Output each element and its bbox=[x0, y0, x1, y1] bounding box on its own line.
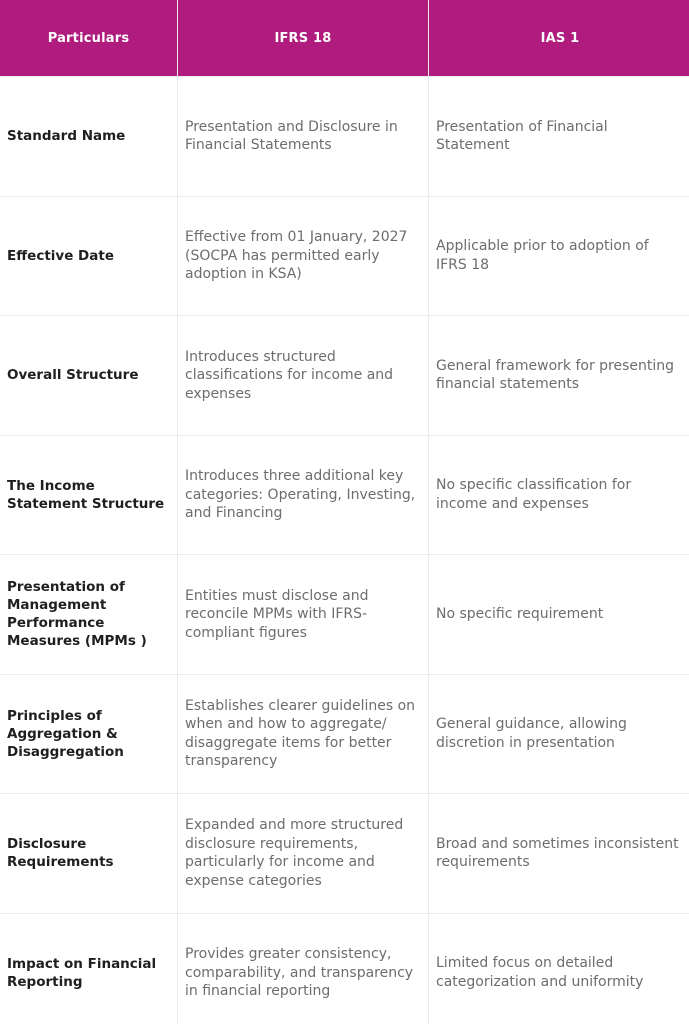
row-mpms-ias1 bbox=[429, 555, 689, 674]
row-overall-structure-label bbox=[0, 316, 177, 435]
particular-label: Impact on Financial Reporting bbox=[7, 955, 171, 991]
particular-label: Disclosure Requirements bbox=[7, 835, 171, 871]
ifrs18-value: Effective from 01 January, 2027 (SOCPA has permitted early adoption in KSA) bbox=[185, 228, 420, 284]
header-particulars: Particulars bbox=[0, 0, 177, 76]
header-ifrs18: IFRS 18 bbox=[178, 0, 428, 76]
ifrs18-value: Establishes clearer guidelines on when and how to aggregate/ disaggregate items for better transparency bbox=[185, 697, 420, 771]
ias1-value: Limited focus on detailed categorization and uniformity bbox=[436, 954, 681, 991]
particular-label: Principles of Aggregation & Disaggregation bbox=[7, 707, 171, 761]
ias1-value: Presentation of Financial Statement bbox=[436, 118, 681, 155]
row-disclosure-ifrs18 bbox=[178, 794, 428, 913]
ifrs18-value: Entities must disclose and reconcile MPMs with IFRS-compliant figures bbox=[185, 587, 420, 643]
row-impact-ias1 bbox=[429, 914, 689, 1032]
row-overall-structure-ias1 bbox=[429, 316, 689, 435]
row-mpms-ifrs18 bbox=[178, 555, 428, 674]
header-ias1: IAS 1 bbox=[429, 0, 689, 76]
particular-label: Standard Name bbox=[7, 127, 125, 145]
ias1-value: No specific requirement bbox=[436, 605, 603, 624]
row-mpms-label bbox=[0, 555, 177, 674]
row-effective-date-ias1 bbox=[429, 197, 689, 316]
row-effective-date-ifrs18 bbox=[178, 197, 428, 316]
particular-label: The Income Statement Structure bbox=[7, 477, 171, 513]
particular-label: Presentation of Management Performance Measures (MPMs ) bbox=[7, 578, 171, 650]
row-impact-label bbox=[0, 914, 177, 1032]
ifrs18-value: Provides greater consistency, comparability, and transparency in financial reporting bbox=[185, 945, 420, 1001]
row-aggregation-ifrs18 bbox=[178, 675, 428, 794]
ias1-value: Applicable prior to adoption of IFRS 18 bbox=[436, 237, 681, 274]
row-income-statement-label bbox=[0, 436, 177, 555]
row-income-statement-ifrs18 bbox=[178, 436, 428, 555]
particular-label: Effective Date bbox=[7, 247, 114, 265]
row-standard-name-label bbox=[0, 77, 177, 196]
row-impact-ifrs18 bbox=[178, 914, 428, 1032]
row-overall-structure-ifrs18 bbox=[178, 316, 428, 435]
row-disclosure-ias1 bbox=[429, 794, 689, 913]
ias1-value: No specific classification for income and expenses bbox=[436, 476, 681, 513]
ifrs18-value: Presentation and Disclosure in Financial Statements bbox=[185, 118, 420, 155]
ias1-value: General framework for presenting financial statements bbox=[436, 357, 681, 394]
ias1-value: General guidance, allowing discretion in presentation bbox=[436, 715, 681, 752]
row-standard-name-ifrs18 bbox=[178, 77, 428, 196]
ifrs18-value: Expanded and more structured disclosure requirements, particularly for income and expense categories bbox=[185, 816, 420, 890]
particular-label: Overall Structure bbox=[7, 366, 138, 384]
row-income-statement-ias1 bbox=[429, 436, 689, 555]
row-disclosure-label bbox=[0, 794, 177, 913]
row-aggregation-ias1 bbox=[429, 675, 689, 794]
ias1-value: Broad and sometimes inconsistent requirements bbox=[436, 835, 681, 872]
row-aggregation-label bbox=[0, 675, 177, 794]
ifrs18-value: Introduces three additional key categories: Operating, Investing, and Financing bbox=[185, 467, 420, 523]
ifrs18-value: Introduces structured classifications for income and expenses bbox=[185, 348, 420, 404]
row-effective-date-label bbox=[0, 197, 177, 316]
row-standard-name-ias1 bbox=[429, 77, 689, 196]
